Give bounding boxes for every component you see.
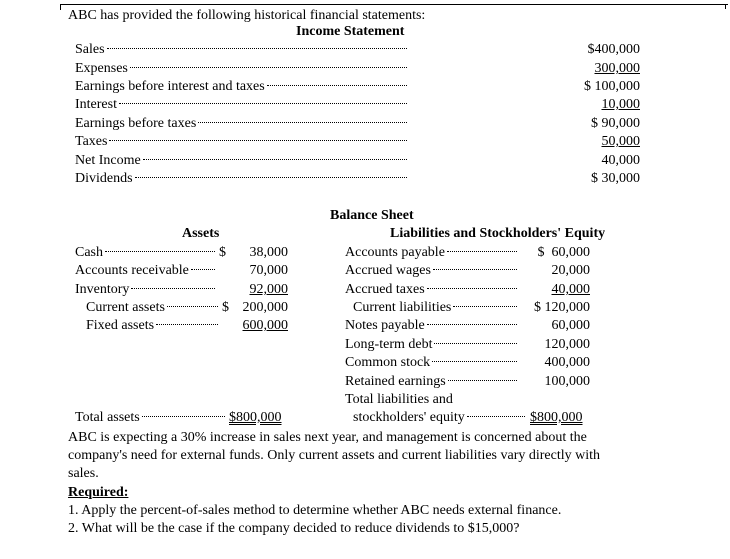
liab-value-long-term-debt: 120,000 — [544, 337, 590, 352]
liab-row-common-stock: Common stock — [345, 355, 517, 371]
asset-row-current-assets: Current assets — [86, 300, 218, 316]
asset-row-fixed-assets: Fixed assets — [86, 318, 218, 334]
intro-text: ABC has provided the following historical financial statements: — [68, 8, 426, 23]
liab-row-notes-payable: Notes payable — [345, 318, 517, 334]
assets-header: Assets — [182, 226, 220, 241]
total-liab-label-line2: stockholders' equity — [353, 410, 525, 426]
is-row-taxes: Taxes — [75, 134, 407, 150]
question-2: 2. What will be the case if the company decided to reduce dividends to $15,000? — [68, 521, 520, 536]
is-row-ebt: Earnings before taxes — [75, 116, 407, 132]
liab-value-accrued-taxes: 40,000 — [551, 282, 590, 297]
is-row-dividends: Dividends — [75, 171, 407, 187]
asset-value-cash: 38,000 — [249, 245, 288, 260]
asset-value-receivables: 70,000 — [249, 263, 288, 278]
asset-dollar-cash: $ — [219, 245, 226, 260]
is-value-ebit: $ 100,000 — [584, 79, 640, 94]
required-heading: Required: — [68, 485, 129, 500]
liab-value-accounts-payable: $ 60,000 — [537, 245, 590, 260]
liabilities-header: Liabilities and Stockholders' Equity — [390, 226, 606, 241]
left-border — [60, 4, 61, 10]
asset-dollar-current: $ — [222, 300, 229, 315]
liab-value-accrued-wages: 20,000 — [551, 263, 590, 278]
paragraph-line-1: ABC is expecting a 30% increase in sales next year, and management is concerned about the — [68, 430, 587, 445]
paragraph-line-3: sales. — [68, 466, 99, 481]
asset-row-inventory: Inventory — [75, 282, 215, 298]
total-assets-value: $800,000 — [229, 410, 282, 425]
is-value-net-income: 40,000 — [601, 153, 640, 168]
is-value-taxes: 50,000 — [601, 134, 640, 149]
asset-row-cash: Cash — [75, 245, 215, 261]
is-value-expenses: 300,000 — [594, 61, 640, 76]
is-value-dividends: $ 30,000 — [591, 171, 640, 186]
paragraph-line-2: company's need for external funds. Only current assets and current liabilities vary directly with — [68, 448, 601, 463]
is-row-interest: Interest — [75, 97, 407, 113]
liab-value-notes-payable: 60,000 — [551, 318, 590, 333]
is-value-sales: $400,000 — [587, 42, 640, 57]
asset-value-inventory: 92,000 — [249, 282, 288, 297]
is-row-sales: Sales — [75, 42, 407, 58]
liab-row-current-liabilities: Current liabilities — [353, 300, 517, 316]
top-border — [60, 4, 728, 5]
liab-row-long-term-debt: Long-term debt — [345, 337, 517, 353]
liab-row-accrued-wages: Accrued wages — [345, 263, 517, 279]
total-assets-row: Total assets — [75, 410, 225, 426]
total-liab-value: $800,000 — [530, 410, 583, 425]
is-value-ebt: $ 90,000 — [591, 116, 640, 131]
is-row-expenses: Expenses — [75, 61, 407, 77]
total-liab-label-line1: Total liabilities and — [345, 392, 453, 407]
is-row-net-income: Net Income — [75, 153, 407, 169]
asset-value-current-assets: 200,000 — [242, 300, 288, 315]
is-row-ebit: Earnings before interest and taxes — [75, 79, 407, 95]
liab-value-current-liabilities: $ 120,000 — [534, 300, 590, 315]
balance-sheet-title: Balance Sheet — [330, 208, 414, 223]
asset-row-receivables: Accounts receivable — [75, 263, 215, 279]
question-1: 1. Apply the percent-of-sales method to determine whether ABC needs external finance. — [68, 503, 562, 518]
right-tick — [725, 4, 726, 9]
liab-value-retained-earnings: 100,000 — [544, 374, 590, 389]
liab-value-common-stock: 400,000 — [544, 355, 590, 370]
liab-row-accounts-payable: Accounts payable — [345, 245, 517, 261]
is-value-interest: 10,000 — [601, 97, 640, 112]
asset-value-fixed-assets: 600,000 — [242, 318, 288, 333]
income-statement-title: Income Statement — [296, 24, 405, 39]
liab-row-retained-earnings: Retained earnings — [345, 374, 517, 390]
liab-row-accrued-taxes: Accrued taxes — [345, 282, 517, 298]
